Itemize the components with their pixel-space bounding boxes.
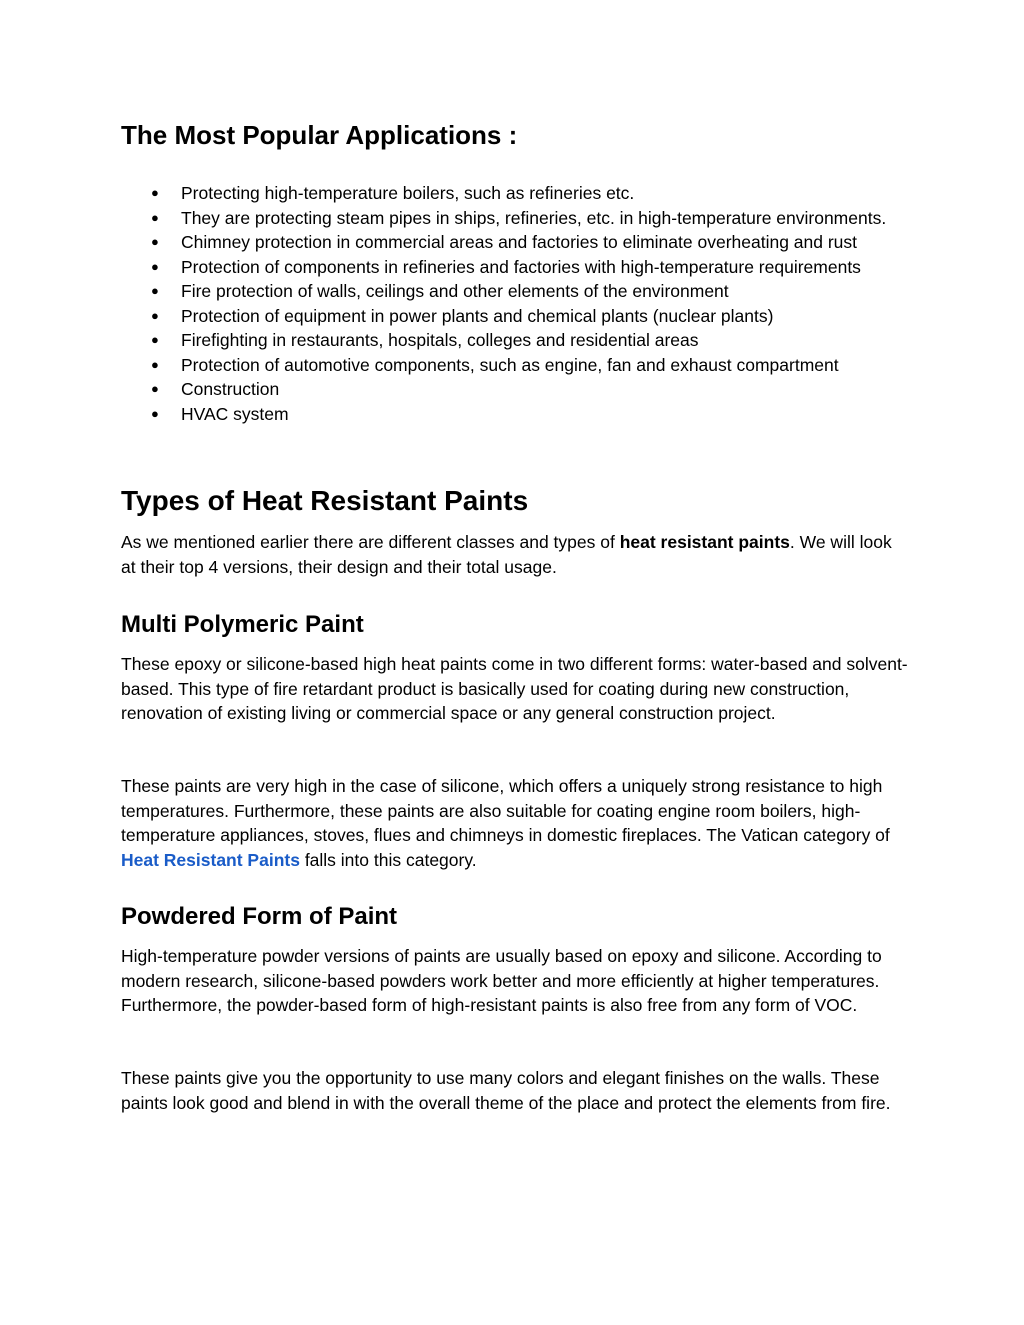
multi-polymeric-paragraph-1: These epoxy or silicone-based high heat paints come in two different forms: water-based and solvent-based. This type of fire retardant product is basically used for coating during new construction, renovation of existing living or commercial space or any general construction project.	[121, 654, 908, 723]
list-item	[121, 181, 911, 206]
list-item	[121, 377, 911, 402]
multi-polymeric-paragraph-2-end: falls into this category.	[299, 849, 477, 870]
bullet-icon: ●	[151, 258, 159, 274]
list-item	[121, 353, 911, 378]
types-intro-paragraph	[121, 530, 911, 579]
list-item	[121, 402, 911, 427]
bullet-icon: ●	[151, 332, 159, 347]
bullet-icon: ●	[151, 307, 159, 323]
bullet-icon: ●	[151, 405, 159, 421]
list-item-text: Chimney protection in commercial areas and factories to eliminate overheating and rust	[181, 232, 858, 252]
multi-polymeric-paragraph-2-text: These paints are very high in the case of silicone, which offers a uniquely strong resistance to high temperatures. Furthermore, these paints are also suitable for coating engine room boilers, high-temperature appliances, stoves, flues and chimneys in domestic fireplaces. The Vatican category of	[121, 776, 890, 845]
list-item	[121, 206, 911, 231]
list-item-text: Protection of components in refineries and factories with high-temperature requirements	[181, 256, 861, 277]
list-item	[121, 230, 911, 255]
bullet-icon: ●	[151, 283, 159, 298]
list-item-text: Fire protection of walls, ceilings and other elements of the environment	[181, 281, 729, 301]
list-item-text: Protecting high-temperature boilers, such as refineries etc.	[181, 183, 635, 203]
heat-resistant-paints-link[interactable]: Heat Resistant Paints	[121, 849, 300, 870]
list-item-text: Protection of automotive components, such as engine, fan and exhaust compartment	[181, 354, 839, 375]
list-item	[121, 279, 911, 304]
list-item	[121, 328, 911, 353]
list-item	[121, 255, 911, 280]
applications-list	[121, 181, 911, 426]
multi-polymeric-heading: Multi Polymeric Paint	[121, 611, 364, 638]
list-item-text: Construction	[181, 379, 280, 399]
bullet-icon: ●	[151, 381, 159, 396]
applications-heading: The Most Popular Applications :	[121, 120, 518, 150]
bullet-icon: ●	[151, 185, 159, 200]
powdered-paragraph-1: High-temperature powder versions of paints are usually based on epoxy and silicone. According to modern research, silicone-based powders work better and more efficiently at higher temperatures. Furthermore, the powder-based form of high-resistant paints is also free from any form of VOC.	[121, 946, 882, 1015]
list-item-text: Firefighting in restaurants, hospitals, colleges and residential areas	[181, 330, 699, 350]
types-intro-bold-text: heat resistant paints	[619, 532, 790, 552]
list-item-text: Protection of equipment in power plants and chemical plants (nuclear plants)	[181, 305, 774, 326]
powdered-heading: Powdered Form of Paint	[121, 903, 398, 930]
bullet-icon: ●	[151, 209, 159, 225]
list-item	[121, 304, 911, 329]
types-intro-text: As we mentioned earlier there are different classes and types of	[121, 532, 620, 552]
types-heading: Types of Heat Resistant Paints	[121, 485, 529, 516]
list-item-text: They are protecting steam pipes in ships, refineries, etc. in high-temperature environments.	[181, 207, 887, 228]
list-item-text: HVAC system	[181, 403, 289, 424]
bullet-icon: ●	[151, 234, 159, 249]
types-intro-text-end: . We will look at their top 4 versions, their design and their total usage.	[121, 532, 892, 577]
multi-polymeric-paragraph-2	[121, 774, 911, 872]
bullet-icon: ●	[151, 356, 159, 372]
powdered-paragraph-2: These paints give you the opportunity to use many colors and elegant finishes on the walls. These paints look good and blend in with the overall theme of the place and protect the elements from fire.	[121, 1068, 891, 1113]
